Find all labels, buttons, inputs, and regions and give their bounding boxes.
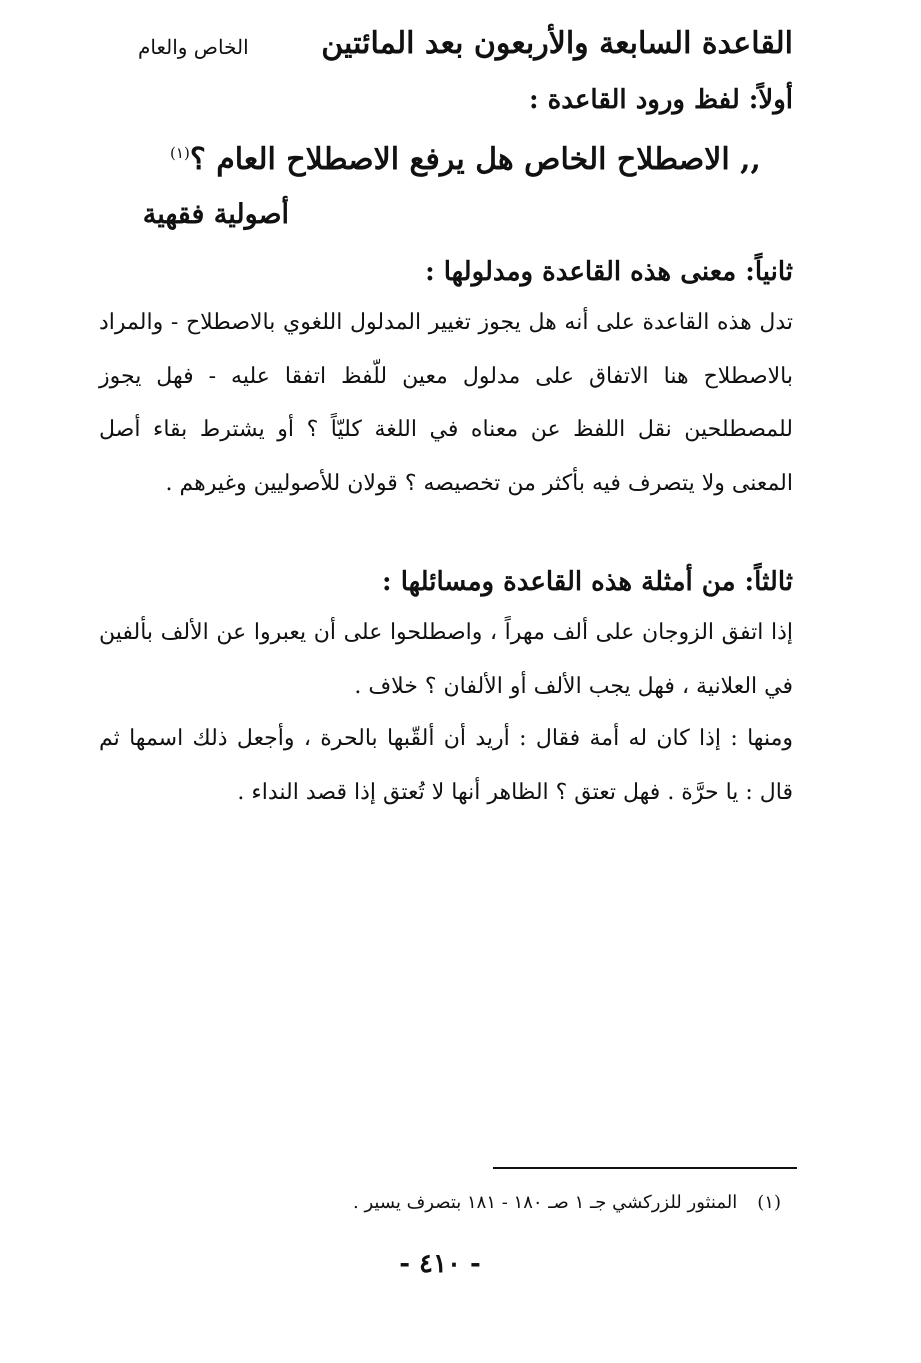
footnote-number: (١) xyxy=(757,1192,781,1213)
section-heading-meaning: ثانياً: معنى هذه القاعدة ومدلولها : xyxy=(425,257,793,287)
footnote-divider xyxy=(493,1167,797,1169)
rule-statement xyxy=(121,128,761,185)
section-heading-wording: أولاً: لفظ ورود القاعدة : xyxy=(528,85,793,115)
rule-title: القاعدة السابعة والأربعون بعد المائتين xyxy=(321,26,793,61)
rule-classification: أصولية فقهية xyxy=(142,199,289,230)
section-heading-examples: ثالثاً: من أمثلة هذه القاعدة ومسائلها : xyxy=(382,567,793,597)
topic-label: الخاص والعام xyxy=(138,35,249,59)
footnote-marker: (١) xyxy=(170,144,190,162)
meaning-paragraph: تدل هذه القاعدة على أنه هل يجوز تغيير المدلول اللغوي بالاصطلاح - والمراد بالاصطلاح هنا الاتفاق على مدلول معين للّفظ اتفقا عليه - فهل يجوز للمصطلحين نقل اللفظ عن معناه في اللغة كليّاً ؟ أو يشترط بقاء أصل المعنى ولا يتصرف فيه بأكثر من تخصيصه ؟ قولان للأصوليين وغيرهم . xyxy=(99,310,793,496)
page-number: - ٤١٠ - xyxy=(399,1249,481,1279)
footnote xyxy=(221,1186,781,1220)
rule-statement-text: ,, الاصطلاح الخاص هل يرفع الاصطلاح العام ؟ xyxy=(189,142,761,177)
example-paragraph-1: إذا اتفق الزوجان على ألف مهراً ، واصطلحوا على أن يعبروا عن الألف بألفين في العلانية ، فهل يجب الألف أو الألفان ؟ خلاف . xyxy=(99,620,793,699)
footnote-text: المنثور للزركشي جـ ١ صـ ١٨٠ - ١٨١ بتصرف يسير . xyxy=(353,1192,738,1213)
example-paragraph-2: ومنها : إذا كان له أمة فقال : أريد أن ألقّبها بالحرة ، وأجعل ذلك اسمها ثم قال : يا حرَّة . فهل تعتق ؟ الظاهر أنها لا تُعتق إذا قصد النداء . xyxy=(99,726,793,805)
